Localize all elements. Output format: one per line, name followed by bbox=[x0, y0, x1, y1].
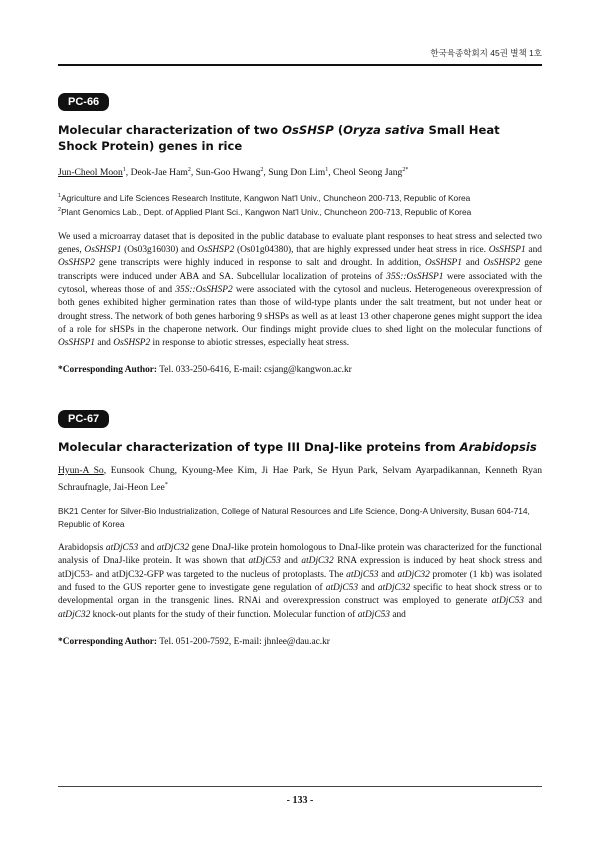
abstract-pc-67 bbox=[58, 409, 542, 647]
header-rule bbox=[58, 64, 542, 66]
page-number: - 133 - bbox=[286, 795, 314, 806]
author-name: Jun-Cheol Moon bbox=[58, 167, 123, 179]
abstract-title: Molecular characterization of two OsSHSP (Oryza sativa Small Heat Shock Protein) genes in rice bbox=[58, 123, 500, 153]
abstract-body: Arabidopsis atDjC53 and atDjC32 gene DnaJ-like protein homologous to DnaJ-like protein was characterized for the functional analysis of DnaJ-like protein. It was shown that atDjC53 and atDjC32 RNA expression is induced by heat shock stress and atDjC53- and atDjC32-GFP was targeted to the nucleus of protoplasts. The atDjC53 and atDjC32 promoter (1 kb) was isolated and fused to the GUS reporter gene to investigate gene regulation of atDjC53 and atDjC32 specific to heat shock stress or to developmental organ in the transgenic lines. RNAi and overexpression construct was employed to generate atDjC53 and atDjC32 knock-out plants for the study of their function. Molecular function of atDjC53 and bbox=[58, 543, 543, 620]
author-name: Sung Don Lim bbox=[268, 167, 326, 179]
author-name: Deok-Jae Ham bbox=[130, 167, 188, 179]
abstract-body: We used a microarray dataset that is deposited in the public database to evaluate plant responses to heat stress and selected two genes, OsSHSP1 (Os03g16030) and OsSHSP2 (Os01g04380), that are highly expressed under heat stress in rice. OsSHSP1 and OsSHSP2 gene transcripts were highly induced in response to salt and drought. In addition, OsSHSP1 and OsSHSP2 gene transcripts were induced under ABA and SA. Subcellular localization of proteins of 35S::OsSHSP1 were associated with the cytosol, whereas those of and 35S::OsSHSP2 were associated with the cytosol and nucleus. Heterogeneous overexpression of both genes exhibited higher germination rates than those of wild-type plants under the salt treatment, but not under heat or drought stress. The network of both genes harboring 9 sHSPs as well as at least 13 other chaperone genes might support the idea of a role for sHSPs in the chaperone network. Our findings might provide clues to shed light on the molecular functions of OsSHSP1 and OsSHSP2 in response to abiotic stresses, especially heat stress. bbox=[58, 231, 543, 349]
abstract-title: Molecular characterization of type III DnaJ-like proteins from Arabidopsis bbox=[58, 440, 537, 454]
footer-rule bbox=[58, 786, 542, 787]
abstract-code-badge: PC-66 bbox=[58, 93, 109, 111]
affiliation: $^1$Agriculture and Life Sciences Research Institute, Kangwon Nat'l Univ., Chuncheon 200-713, Republic of Korea bbox=[58, 192, 471, 203]
author-name: Sun-Goo Hwang bbox=[195, 167, 261, 179]
affiliation: BK21 Center for Silver-Bio Industrialization, College of Natural Resources and Life Science, Dong-A University, Busan 604-714, Republic of Korea bbox=[58, 506, 530, 529]
author-name: Cheol Seong Jang bbox=[333, 167, 403, 179]
corresponding-author: *Corresponding Author: Tel. 033-250-6416, E-mail: csjang@kangwon.ac.kr bbox=[58, 365, 352, 376]
abstract-pc-66 bbox=[58, 92, 542, 375]
author-list: Jun-Cheol Moon$^1$, Deok-Jae Ham$^2$, Sun-Goo Hwang$^2$, Sung Don Lim$^1$, Cheol Seong Jang$^{2*}$ bbox=[58, 167, 409, 179]
journal-header: 한국육종학회지 45권 별책 1호 bbox=[430, 48, 542, 58]
corresponding-author: *Corresponding Author: Tel. 051-200-7592, E-mail: jhnlee@dau.ac.kr bbox=[58, 636, 330, 647]
author-list: Hyun-A So, Eunsook Chung, Kyoung-Mee Kim, Ji Hae Park, Se Hyun Park, Selvam Ayarpadikannan, Kenneth Ryan Schraufnagle, Jai-Heon Lee* bbox=[58, 465, 543, 494]
author-name: Hyun-A So bbox=[58, 465, 104, 476]
abstract-code-badge: PC-67 bbox=[58, 410, 109, 428]
affiliation: $^2$Plant Genomics Lab., Dept. of Applied Plant Sci., Kangwon Nat'l Univ., Chuncheon 200-713, Republic of Korea bbox=[58, 207, 472, 218]
